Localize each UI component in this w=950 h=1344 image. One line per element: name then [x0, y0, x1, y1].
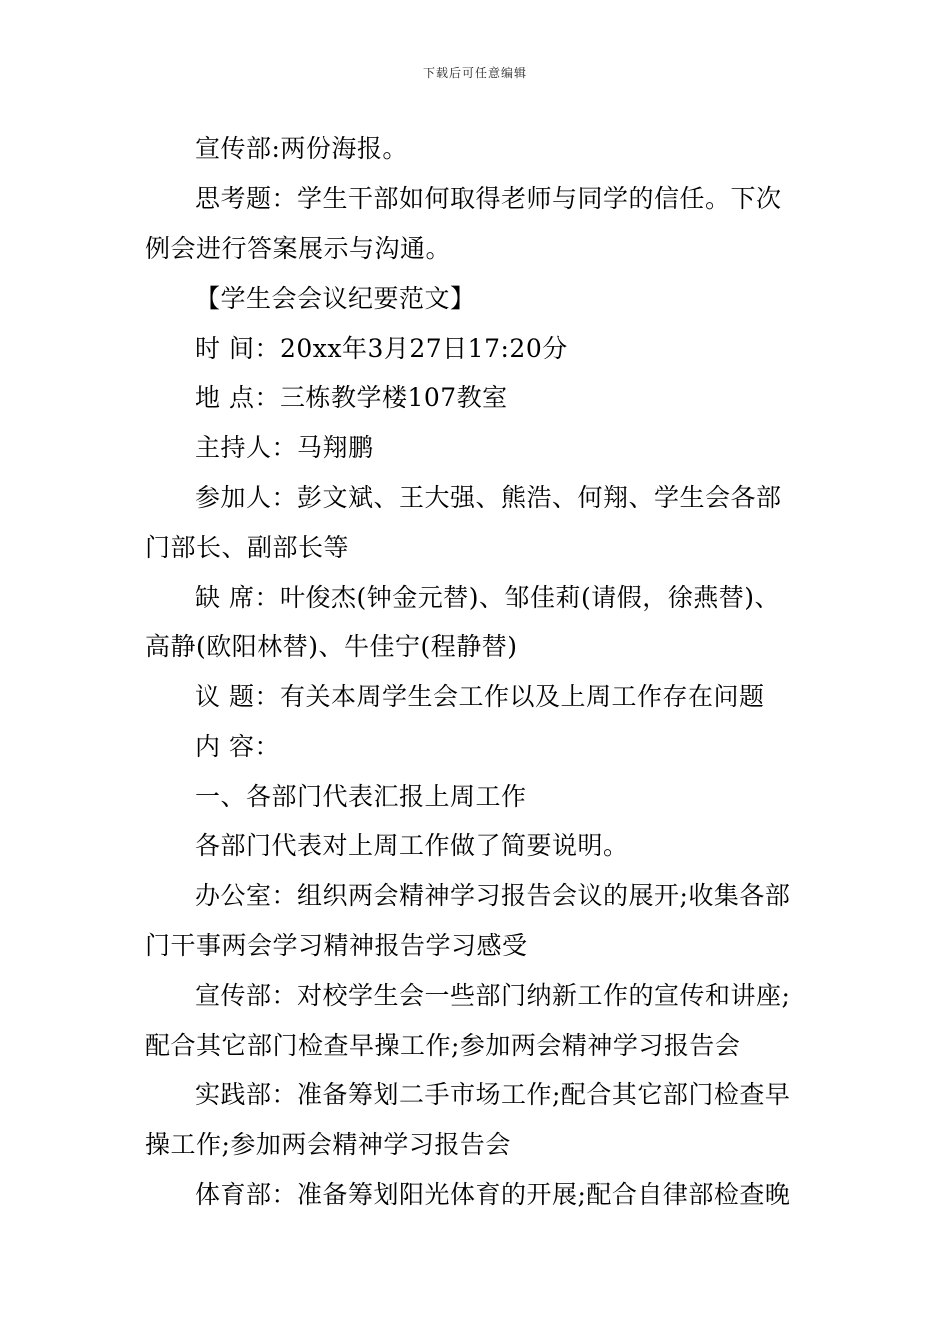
meeting-host: 主持人：马翔鹏 — [195, 433, 374, 462]
section-heading: 【学生会会议纪要范文】 — [195, 284, 476, 313]
paragraph-line: 办公室：组织两会精神学习报告会议的展开;收集各部 — [195, 881, 791, 910]
paragraph-line: 操工作;参加两会精神学习报告会 — [145, 1130, 511, 1159]
meeting-absent-cont: 高静(欧阳林替)、牛佳宁(程静替) — [145, 632, 518, 661]
meeting-topic: 议 题：有关本周学生会工作以及上周工作存在问题 — [195, 682, 765, 711]
meeting-attendees-cont: 门部长、副部长等 — [145, 533, 350, 562]
paragraph-line: 实践部：准备筹划二手市场工作;配合其它部门检查早 — [195, 1080, 791, 1109]
paragraph-line: 体育部：准备筹划阳光体育的开展;配合自律部检查晚 — [195, 1180, 791, 1209]
subsection-heading: 一、各部门代表汇报上周工作 — [195, 782, 527, 811]
paragraph-line: 门干事两会学习精神报告学习感受 — [145, 931, 528, 960]
paragraph-line: 各部门代表对上周工作做了简要说明。 — [195, 831, 629, 860]
paragraph-line: 思考题：学生干部如何取得老师与同学的信任。下次 — [195, 184, 782, 213]
meeting-location: 地 点：三栋教学楼107教室 — [195, 383, 508, 412]
page-header-note: 下载后可任意编辑 — [422, 66, 527, 80]
paragraph-line: 配合其它部门检查早操工作;参加两会精神学习报告会 — [145, 1031, 741, 1060]
paragraph-line: 例会进行答案展示与沟通。 — [145, 234, 452, 263]
paragraph-line: 宣传部:两份海报。 — [195, 134, 408, 163]
meeting-absent: 缺 席：叶俊杰(钟金元替)、邹佳莉(请假，徐燕替)、 — [195, 583, 780, 612]
meeting-content-label: 内 容： — [195, 732, 280, 761]
meeting-time: 时 间：20xx年3月27日17:20分 — [195, 334, 568, 363]
meeting-attendees: 参加人：彭文斌、王大强、熊浩、何翔、学生会各部 — [195, 483, 782, 512]
paragraph-line: 宣传部：对校学生会一些部门纳新工作的宣传和讲座; — [195, 981, 791, 1010]
